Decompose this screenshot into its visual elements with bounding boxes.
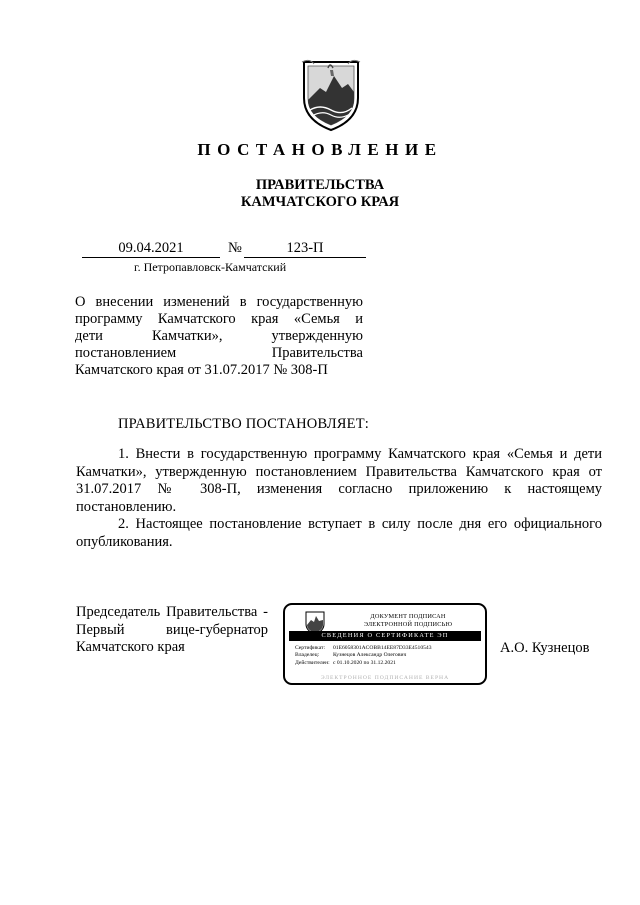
title-line: Камчатского края от 31.07.2017 № 308-П [75, 362, 328, 378]
stamp-heading [333, 613, 483, 629]
body-paragraph: 1. Внести в государственную программу Камчатского края «Семья и дети Камчатки», утвержденную постановлением Правительства Камчатского края от 31.07.2017 № 308-П, изменения согласно приложению к настоящему постановлению. [76, 446, 602, 515]
stamp-row-value: 01E6058301ACOBB14EE87D33E4510543 [333, 645, 432, 651]
stamp-row-value: с 01.10.2020 по 31.12.2021 [333, 659, 396, 666]
number-sign: № [228, 240, 242, 256]
stamp-row-key: Сертификат: [295, 645, 326, 651]
stamp-row-key: Владелец: [295, 652, 320, 659]
document-city: г. Петропавловск-Камчатский [134, 260, 287, 274]
title-line: постановлением Правительства [75, 345, 363, 361]
electronic-signature-stamp [283, 603, 487, 685]
signer-position-line: Первый вице-губернатор [76, 621, 268, 638]
stamp-row [295, 645, 432, 652]
stamp-row [295, 660, 432, 667]
stamp-heading-line: ЭЛЕКТРОННОЙ ПОДПИСЬЮ [363, 621, 453, 628]
body-paragraph: 2. Настоящее постановление вступает в силу после дня его официального опубликования. [76, 516, 602, 550]
document-date: 09.04.2021 [82, 240, 220, 258]
decree-statement: ПРАВИТЕЛЬСТВО ПОСТАНОВЛЯЕТ: [118, 416, 370, 432]
issuer-line: ПРАВИТЕЛЬСТВА [255, 177, 385, 193]
signer-position-line: Камчатского края [76, 639, 185, 656]
stamp-row-value: Кузнецов Александр Олегович [333, 652, 407, 659]
document-type-heading: ПОСТАНОВЛЕНИЕ [197, 140, 443, 159]
document-body [76, 446, 602, 552]
title-line: дети Камчатки», утвержденную [75, 328, 363, 344]
stamp-row-key: Действителен: [295, 659, 330, 666]
document-title [75, 294, 363, 379]
signer-position [76, 604, 268, 657]
stamp-heading-line: ДОКУМЕНТ ПОДПИСАН [370, 613, 446, 620]
stamp-footer: ЭЛЕКТРОННОЕ ПОДПИСАНИЕ ВЕРНА [320, 675, 450, 681]
title-line: программу Камчатского края «Семья и [75, 311, 363, 327]
title-line: О внесении изменений в государственную [75, 294, 363, 310]
document-number: 123-П [244, 240, 366, 258]
kamchatka-coat-of-arms-icon [300, 58, 362, 132]
stamp-certificate-bar: СВЕДЕНИЯ О СЕРТИФИКАТЕ ЭП [289, 631, 481, 641]
stamp-row [295, 652, 432, 659]
issuer-line: КАМЧАТСКОГО КРАЯ [240, 194, 400, 210]
stamp-details [295, 645, 432, 667]
signer-name: А.О. Кузнецов [500, 640, 590, 656]
issuer-heading [0, 177, 640, 211]
signer-position-line: Председатель Правительства - [76, 604, 268, 620]
